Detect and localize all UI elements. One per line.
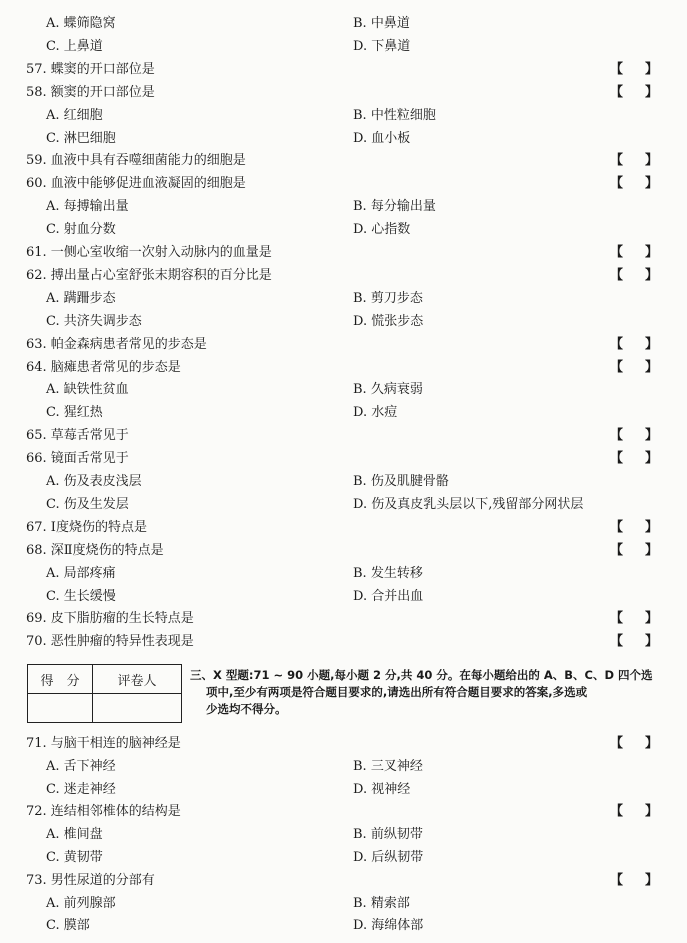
- question-text: 69. 皮下脂肪瘤的生长特点是: [26, 611, 194, 627]
- question-row: [0, 631, 687, 653]
- options-row: [0, 128, 687, 150]
- option-left: A. 舌下神经: [46, 758, 116, 774]
- bracket-close: 】: [644, 542, 658, 558]
- bracket-close: 】: [644, 634, 658, 650]
- question-text: 64. 脑瘫患者常见的步态是: [26, 359, 181, 375]
- options-row: [0, 402, 687, 424]
- question-row: [0, 517, 687, 539]
- grader-cell: [93, 694, 182, 723]
- options-row: [0, 915, 687, 937]
- option-right: B. 三叉神经: [353, 758, 423, 774]
- bracket-open: 【: [610, 428, 624, 444]
- question-text: 71. 与脑干相连的脑神经是: [26, 736, 181, 751]
- option-right: D. 伤及真皮乳头层以下,残留部分网状层: [353, 496, 584, 512]
- option-right: B. 发生转移: [353, 565, 423, 581]
- score-box: [27, 664, 182, 723]
- answer-bracket: [610, 357, 658, 379]
- answer-bracket: [610, 608, 658, 630]
- option-left: A. 蝶筛隐窝: [46, 16, 116, 31]
- option-left: C. 射血分数: [46, 222, 116, 238]
- bracket-open: 【: [610, 153, 624, 169]
- bracket-open: 【: [610, 542, 624, 558]
- option-left: A. 蹒跚步态: [46, 290, 116, 306]
- options-row: [0, 196, 687, 218]
- option-left: A. 每搏输出量: [46, 199, 129, 215]
- options-row: [0, 824, 687, 846]
- option-left: C. 上鼻道: [46, 38, 103, 54]
- option-right: B. 中性粒细胞: [353, 107, 436, 123]
- option-right: B. 伤及肌腱骨骼: [353, 474, 449, 489]
- question-row: [0, 425, 687, 447]
- section-instructions: [190, 667, 660, 718]
- option-right: B. 前纵韧带: [353, 827, 423, 843]
- option-left: A. 红细胞: [46, 107, 103, 123]
- options-row: [0, 847, 687, 869]
- option-left: C. 膜部: [46, 918, 90, 934]
- bracket-open: 【: [610, 336, 624, 352]
- answer-bracket: [610, 425, 658, 447]
- bracket-open: 【: [610, 61, 624, 77]
- score-cell: [28, 694, 93, 723]
- answer-bracket: [610, 173, 658, 195]
- answer-bracket: [610, 265, 658, 287]
- option-right: D. 后纵韧带: [353, 850, 424, 865]
- question-row: [0, 242, 687, 264]
- bracket-close: 】: [644, 804, 658, 820]
- question-text: 67. Ⅰ度烧伤的特点是: [26, 519, 147, 535]
- options-row: [0, 379, 687, 401]
- question-text: 58. 额窦的开口部位是: [26, 84, 155, 100]
- options-row: [0, 563, 687, 585]
- options-row: [0, 219, 687, 241]
- question-row: [0, 540, 687, 562]
- options-row: [0, 893, 687, 915]
- option-right: D. 合并出血: [353, 588, 424, 604]
- option-right: D. 心指数: [353, 222, 411, 238]
- option-left: C. 猩红热: [46, 405, 103, 421]
- bracket-open: 【: [610, 176, 624, 192]
- option-right: D. 水痘: [353, 405, 398, 421]
- question-row: [0, 357, 687, 379]
- bracket-open: 【: [610, 245, 624, 260]
- option-left: C. 共济失调步态: [46, 313, 142, 329]
- answer-bracket: [610, 242, 658, 264]
- option-left: C. 迷走神经: [46, 781, 116, 797]
- option-right: D. 慌张步态: [353, 313, 424, 329]
- bracket-close: 】: [644, 267, 658, 283]
- question-row: [0, 334, 687, 356]
- bracket-open: 【: [610, 519, 624, 535]
- option-right: D. 海绵体部: [353, 918, 424, 934]
- options-row: [0, 756, 687, 778]
- option-left: C. 生长缓慢: [46, 588, 116, 604]
- bracket-open: 【: [610, 267, 624, 283]
- answer-bracket: [610, 517, 658, 539]
- bracket-open: 【: [610, 359, 624, 375]
- question-text: 62. 搏出量占心室舒张末期容积的百分比是: [26, 267, 272, 283]
- bracket-open: 【: [610, 804, 624, 820]
- answer-bracket: [610, 59, 658, 81]
- options-row: [0, 494, 687, 516]
- question-row: [0, 265, 687, 287]
- bracket-close: 】: [644, 245, 658, 260]
- option-left: A. 局部疼痛: [46, 565, 116, 581]
- section-line-2: 项中,至少有两项是符合题目要求的,请选出所有符合题目要求的答案,多选或: [206, 685, 588, 699]
- bracket-close: 】: [644, 84, 658, 100]
- option-left: C. 黄韧带: [46, 850, 103, 865]
- bracket-close: 】: [644, 176, 658, 192]
- section-line-3: 少选均不得分。: [206, 702, 287, 716]
- bracket-close: 】: [644, 153, 658, 169]
- option-left: C. 伤及生发层: [46, 496, 129, 512]
- option-left: A. 椎间盘: [46, 827, 103, 843]
- question-text: 60. 血液中能够促进血液凝固的细胞是: [26, 176, 246, 192]
- question-row: [0, 59, 687, 81]
- bracket-open: 【: [610, 611, 624, 627]
- bracket-close: 】: [644, 736, 658, 751]
- question-row: [0, 733, 687, 755]
- options-row: [0, 779, 687, 801]
- options-row: [0, 288, 687, 310]
- question-row: [0, 173, 687, 195]
- bracket-open: 【: [610, 872, 624, 888]
- option-left: A. 前列腺部: [46, 895, 116, 911]
- answer-bracket: [610, 448, 658, 470]
- question-text: 72. 连结相邻椎体的结构是: [26, 804, 181, 820]
- answer-bracket: [610, 631, 658, 653]
- bracket-close: 】: [644, 451, 658, 467]
- answer-bracket: [610, 540, 658, 562]
- answer-bracket: [610, 801, 658, 823]
- bracket-open: 【: [610, 634, 624, 650]
- option-right: B. 中鼻道: [353, 16, 410, 31]
- question-text: 65. 草莓舌常见于: [26, 428, 129, 444]
- question-text: 57. 蝶窦的开口部位是: [26, 61, 155, 77]
- question-text: 70. 恶性肿瘤的特异性表现是: [26, 634, 194, 650]
- section-line-1: 三、X 型题:71 ~ 90 小题,每小题 2 分,共 40 分。在每小题给出的 A、B、C、D 四个选: [190, 668, 653, 682]
- option-right: B. 精索部: [353, 895, 410, 911]
- question-row: [0, 801, 687, 823]
- bracket-close: 】: [644, 519, 658, 535]
- options-row: [0, 311, 687, 333]
- question-row: [0, 150, 687, 172]
- question-row: [0, 608, 687, 630]
- option-right: B. 久病衰弱: [353, 382, 423, 398]
- option-right: B. 剪刀步态: [353, 290, 423, 306]
- bracket-close: 】: [644, 336, 658, 352]
- bracket-open: 【: [610, 451, 624, 467]
- option-left: A. 缺铁性贫血: [46, 382, 129, 398]
- question-text: 63. 帕金森病患者常见的步态是: [26, 336, 207, 352]
- question-text: 68. 深Ⅱ度烧伤的特点是: [26, 542, 164, 558]
- option-right: B. 每分输出量: [353, 199, 436, 215]
- options-row: [0, 471, 687, 493]
- bracket-close: 】: [644, 359, 658, 375]
- answer-bracket: [610, 82, 658, 104]
- question-row: [0, 870, 687, 892]
- bracket-close: 】: [644, 872, 658, 888]
- options-row: [0, 105, 687, 127]
- score-label: 得 分: [28, 665, 93, 694]
- bracket-close: 】: [644, 611, 658, 627]
- option-right: D. 血小板: [353, 130, 411, 146]
- options-row: [0, 586, 687, 608]
- option-left: A. 伤及表皮浅层: [46, 474, 142, 489]
- answer-bracket: [610, 870, 658, 892]
- question-text: 66. 镜面舌常见于: [26, 451, 129, 467]
- bracket-close: 】: [644, 61, 658, 77]
- options-row: [0, 13, 687, 35]
- answer-bracket: [610, 334, 658, 356]
- grader-label: 评卷人: [93, 665, 182, 694]
- option-right: D. 下鼻道: [353, 38, 411, 54]
- question-row: [0, 82, 687, 104]
- question-text: 73. 男性尿道的分部有: [26, 872, 155, 888]
- option-right: D. 视神经: [353, 781, 411, 797]
- answer-bracket: [610, 733, 658, 755]
- question-text: 59. 血液中具有吞噬细菌能力的细胞是: [26, 153, 246, 169]
- bracket-close: 】: [644, 428, 658, 444]
- bracket-open: 【: [610, 736, 624, 751]
- options-row: [0, 36, 687, 58]
- answer-bracket: [610, 150, 658, 172]
- question-text: 61. 一侧心室收缩一次射入动脉内的血量是: [26, 245, 272, 260]
- bracket-open: 【: [610, 84, 624, 100]
- option-left: C. 淋巴细胞: [46, 130, 116, 146]
- question-row: [0, 448, 687, 470]
